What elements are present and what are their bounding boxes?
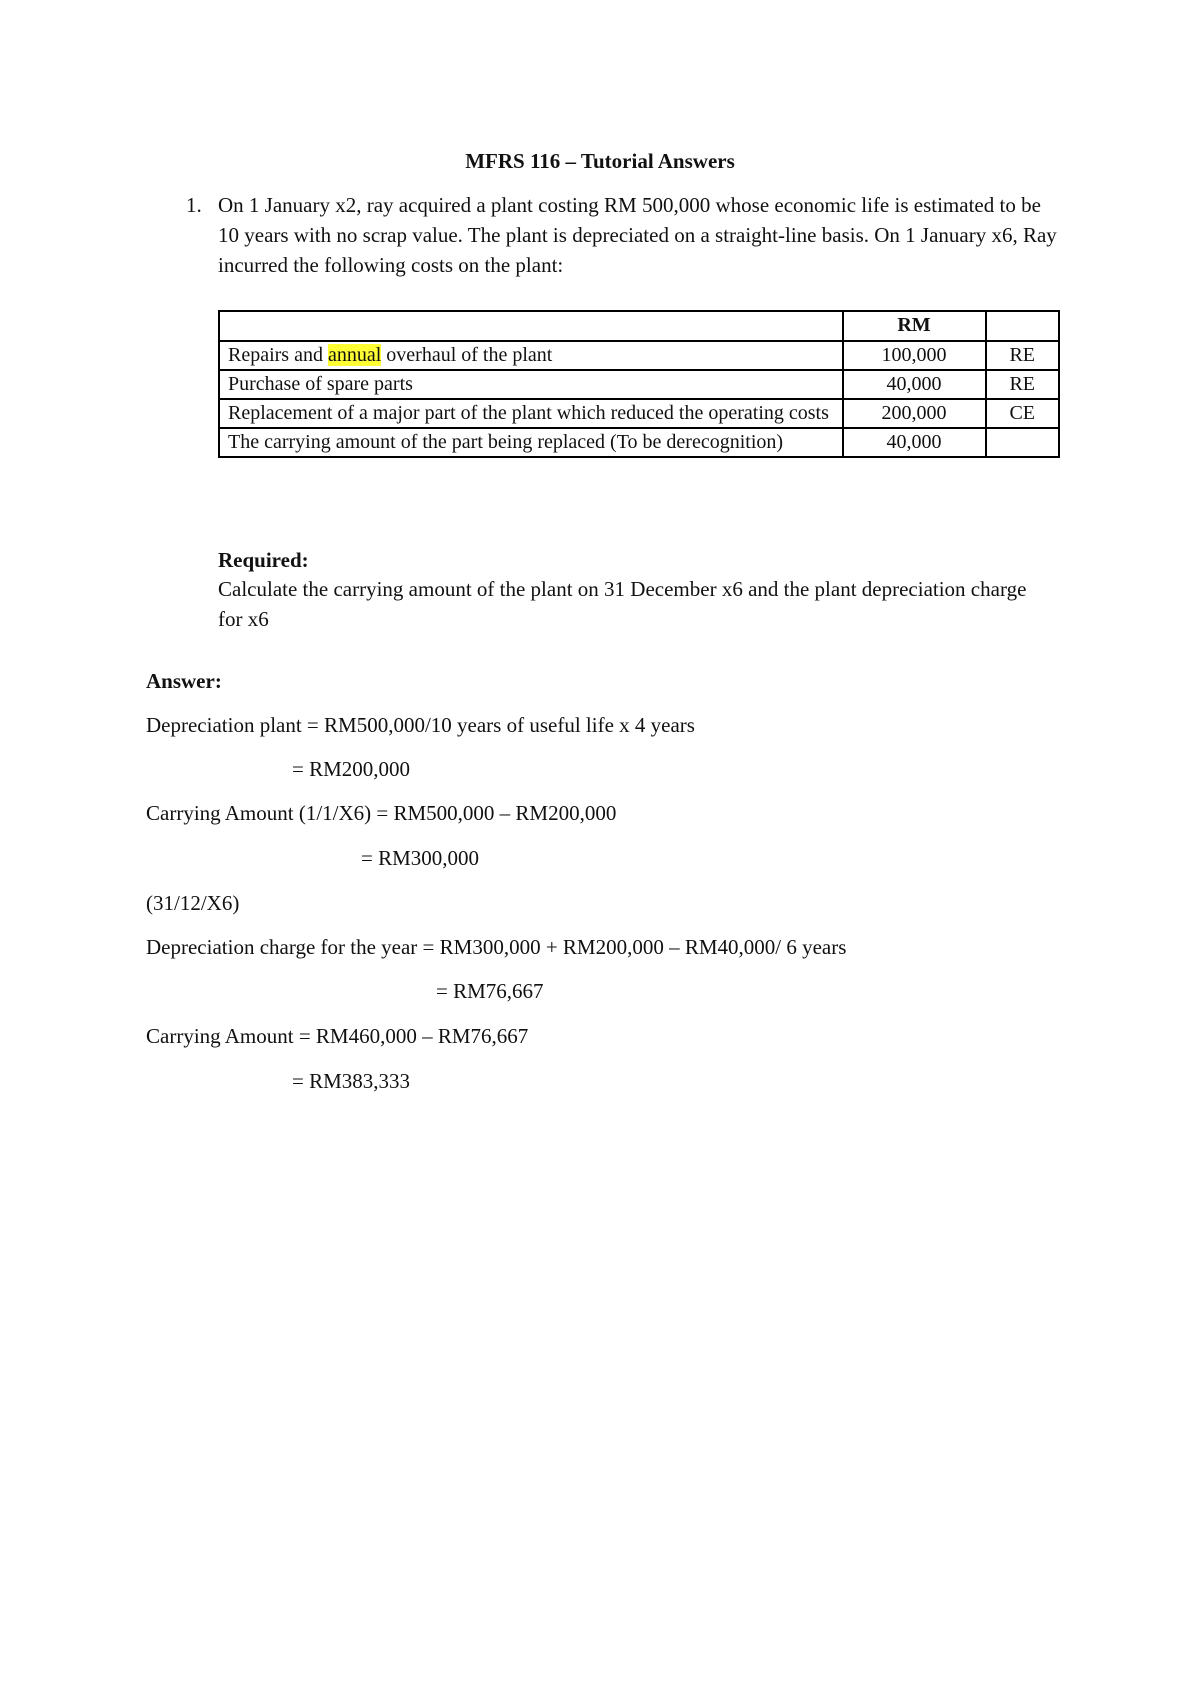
table-cell-description: [219, 341, 843, 370]
table-cell-amount: 200,000: [843, 399, 986, 428]
desc-text: overhaul of the plant: [381, 344, 553, 366]
table-header-description: [219, 311, 843, 341]
table-cell-type: [986, 428, 1060, 457]
answer-line: Depreciation charge for the year = RM300,000 + RM200,000 – RM40,000/ 6 years: [146, 935, 847, 959]
table-cell-type: RE: [986, 341, 1060, 370]
table-row: [219, 370, 1059, 399]
table-row: [219, 428, 1059, 457]
table-cell-amount: 40,000: [843, 370, 986, 399]
answer-line: (31/12/X6): [146, 891, 240, 915]
answer-line: Carrying Amount (1/1/X6) = RM500,000 – RM200,000: [146, 801, 617, 825]
desc-text: Repairs and: [228, 344, 328, 366]
answer-line: = RM300,000: [361, 846, 480, 870]
table-header-amount: RM: [843, 311, 986, 341]
costs-table: [218, 310, 1060, 458]
table-cell-type: CE: [986, 399, 1060, 428]
table-row: [219, 341, 1059, 370]
table-cell-amount: 100,000: [843, 341, 986, 370]
table-cell-amount: 40,000: [843, 428, 986, 457]
answer-line: Carrying Amount = RM460,000 – RM76,667: [146, 1024, 529, 1048]
table-row: [219, 399, 1059, 428]
table-cell-description: Purchase of spare parts: [219, 370, 843, 399]
answer-line: = RM200,000: [292, 757, 411, 781]
page-title: MFRS 116 – Tutorial Answers: [465, 149, 735, 173]
required-label: Required:: [218, 548, 309, 572]
question-number: 1.: [186, 193, 202, 217]
table-header-type: [986, 311, 1060, 341]
table-cell-description: Replacement of a major part of the plant which reduced the operating costs: [219, 399, 843, 428]
answer-line: Depreciation plant = RM500,000/10 years of useful life x 4 years: [146, 713, 695, 737]
answer-line: = RM383,333: [292, 1069, 411, 1093]
table-cell-type: RE: [986, 370, 1060, 399]
table-cell-description: The carrying amount of the part being replaced (To be derecognition): [219, 428, 843, 457]
table-header-row: [219, 311, 1059, 341]
required-text: Calculate the carrying amount of the plant on 31 December x6 and the plant depreciation charge for x6: [218, 577, 1027, 631]
answer-label: Answer:: [146, 669, 222, 693]
highlighted-word: annual: [327, 344, 382, 366]
answer-line: = RM76,667: [436, 979, 544, 1003]
question-text: On 1 January x2, ray acquired a plant costing RM 500,000 whose economic life is estimated to be 10 years with no scrap value. The plant is depreciated on a straight-line basis. On 1 January x6, Ray incurred the following costs on the plant:: [218, 193, 1057, 277]
